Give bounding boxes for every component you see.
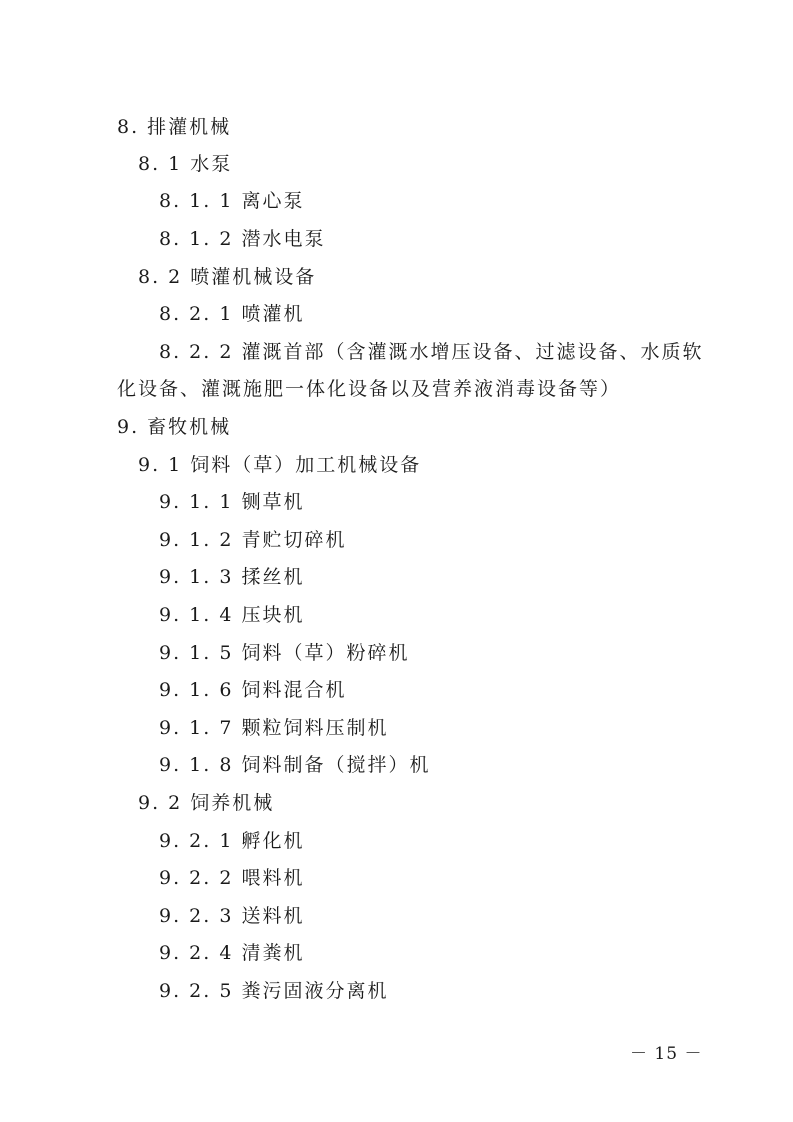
item-8-2-2-continuation: 化设备、灌溉施肥一体化设备以及营养液消毒设备等） <box>117 378 622 400</box>
heading-9-2: 9. 2 饲养机械 <box>138 792 275 814</box>
item-9-1-2: 9. 1. 2 青贮切碎机 <box>159 529 347 551</box>
item-9-2-2: 9. 2. 2 喂料机 <box>159 867 305 889</box>
heading-8-2: 8. 2 喷灌机械设备 <box>138 266 317 288</box>
item-8-1-2: 8. 1. 2 潜水电泵 <box>159 228 326 250</box>
item-9-1-4: 9. 1. 4 压块机 <box>159 604 305 626</box>
item-9-2-4: 9. 2. 4 清粪机 <box>159 942 305 964</box>
item-8-1-1: 8. 1. 1 离心泵 <box>159 190 305 212</box>
heading-9: 9. 畜牧机械 <box>117 416 232 438</box>
item-8-2-1: 8. 2. 1 喷灌机 <box>159 303 305 325</box>
item-9-2-1: 9. 2. 1 孵化机 <box>159 830 305 852</box>
heading-8-1: 8. 1 水泵 <box>138 153 233 175</box>
heading-9-1: 9. 1 饲料（草）加工机械设备 <box>138 454 422 476</box>
item-9-1-8: 9. 1. 8 饲料制备（搅拌）机 <box>159 754 431 776</box>
heading-8: 8. 排灌机械 <box>117 116 232 138</box>
item-9-2-3: 9. 2. 3 送料机 <box>159 905 305 927</box>
item-9-1-3: 9. 1. 3 揉丝机 <box>159 566 305 588</box>
item-8-2-2: 8. 2. 2 灌溉首部（含灌溉水增压设备、过滤设备、水质软 <box>159 341 704 363</box>
page-number: － 15 － <box>630 1044 703 1064</box>
item-9-1-1: 9. 1. 1 铡草机 <box>159 491 305 513</box>
item-9-1-7: 9. 1. 7 颗粒饲料压制机 <box>159 717 389 739</box>
item-9-1-6: 9. 1. 6 饲料混合机 <box>159 679 347 701</box>
item-9-1-5: 9. 1. 5 饲料（草）粉碎机 <box>159 642 410 664</box>
item-9-2-5: 9. 2. 5 粪污固液分离机 <box>159 980 389 1002</box>
